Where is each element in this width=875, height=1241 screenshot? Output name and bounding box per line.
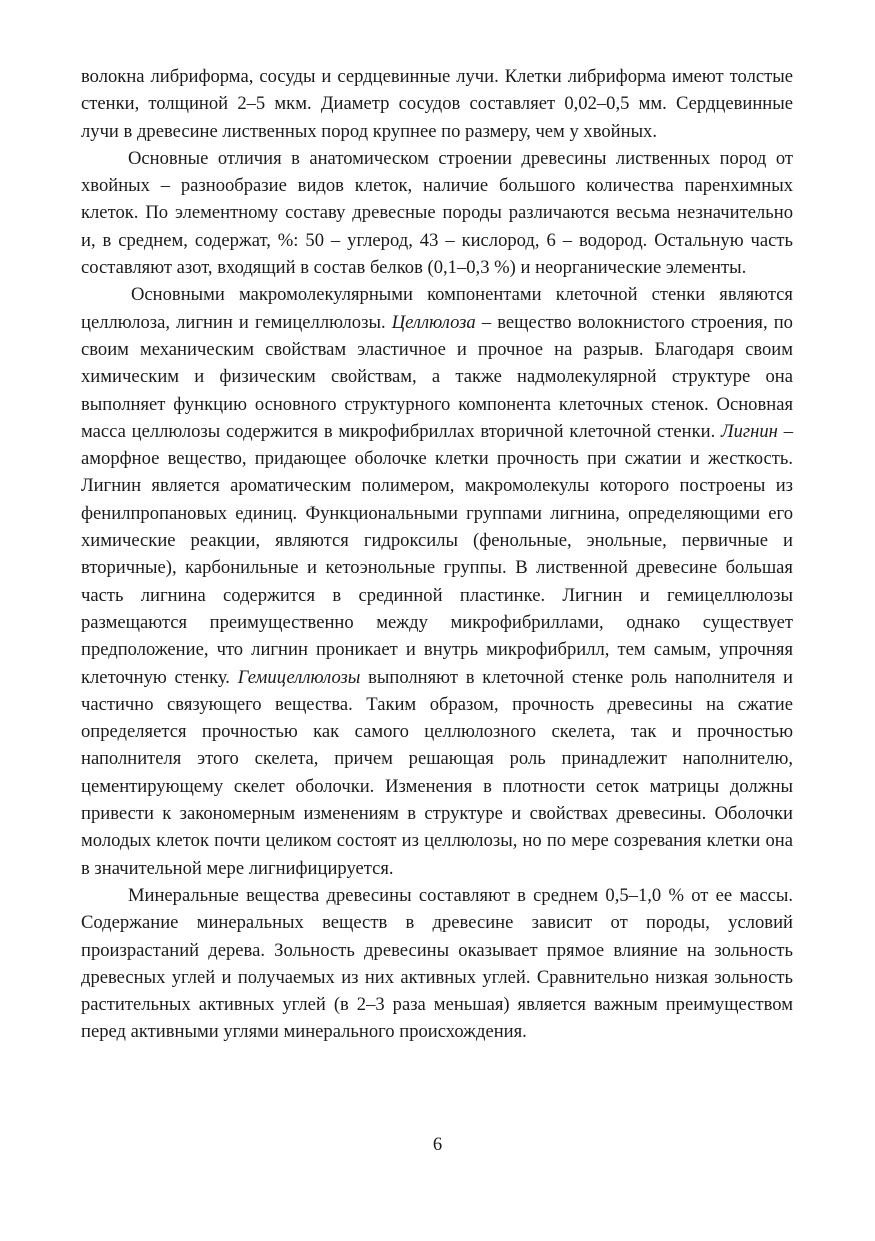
term-cellulose: Целлюлоза	[391, 311, 476, 333]
paragraph-text: – вещество волокнистого строения, по своим механическим свойствам эластичное и прочное на разрыв. Благодаря своим химическим и физическим свойствам, а также надмолекулярной структуре она выполняет функцию основного структурного компонента клеточных стенок. Основная масса целлюлозы содержится в микрофибриллах вторичной клеточной стенки.	[81, 311, 793, 442]
paragraph-text: волокна либриформа, сосуды и сердцевинные лучи. Клетки либриформа имеют толстые стенки, толщиной 2–5 мкм. Диаметр сосудов составляет 0,02–0,5 мм. Сердцевинные лучи в древесине лиственных пород крупнее по размеру, чем у хвойных.	[81, 66, 793, 142]
paragraph-cell-wall-components	[81, 281, 793, 882]
term-hemicelluloses: Гемицеллюлозы	[237, 666, 361, 688]
paragraph-wood-differences	[81, 145, 793, 281]
paragraph-text: Основные отличия в анатомическом строении древесины лиственных пород от хвойных – разнообразие видов клеток, наличие большого количества паренхимных клеток. По элементному составу древесные породы различаются весьма незначительно и, в среднем, содержат, %: 50 – углерод, 43 – кислород, 6 – водород. Остальную часть составляют азот, входящий в состав белков (0,1–0,3 %) и неорганические элементы.	[81, 147, 793, 279]
term-lignin: Лигнин	[721, 420, 778, 442]
paragraph-text: Основными макромолекулярными компонентами клеточной стенки являются целлюлоза, лигнин и гемицеллюлозы.	[81, 284, 793, 333]
paragraph-continuation	[81, 63, 793, 145]
page-number: 6	[432, 1134, 443, 1155]
paragraph-text: выполняют в клеточной стенке роль наполнителя и частично связующего вещества. Таким образом, прочность древесины на сжатие определяется прочностью как самого целлюлозного скелета, так и прочностью наполнителя этого скелета, причем решающая роль принадлежит наполнителю, цементирующему скелет оболочки. Изменения в плотности сеток матрицы должны привести к закономерным изменениям в структуре и свойствах древесины. Оболочки молодых клеток почти целиком состоят из целлюлозы, но по мере созревания клетки она в значительной мере лигнифицируется.	[81, 666, 793, 879]
paragraph-text: – аморфное вещество, придающее оболочке клетки прочность при сжатии и жесткость. Лигнин является ароматическим полимером, макромолекулы которого построены из фенилпропановых единиц. Функциональными группами лигнина, определяющими его химические реакции, являются гидроксилы (фенольные, энольные, первичные и вторичные), карбонильные и кетоэнольные группы. В лиственной древесине большая часть лигнина содержится в срединной пластинке. Лигнин и гемицеллюлозы размещаются преимущественно между микрофибриллами, однако существует предположение, что лигнин проникает и внутрь микрофибрилл, тем самым, упрочняя клеточную стенку.	[81, 420, 793, 688]
paragraph-mineral-substances	[81, 882, 793, 1046]
paragraph-text: Минеральные вещества древесины составляют в среднем 0,5–1,0 % от ее массы. Содержание минеральных веществ в древесине зависит от породы, условий произрастаний дерева. Зольность древесины оказывает прямое влияние на зольность древесных углей и получаемых из них активных углей. Сравнительно низкая зольность растительных активных углей (в 2–3 раза меньшая) является важным преимуществом перед активными углями минерального происхождения.	[81, 884, 793, 1043]
document-body	[81, 63, 793, 1046]
